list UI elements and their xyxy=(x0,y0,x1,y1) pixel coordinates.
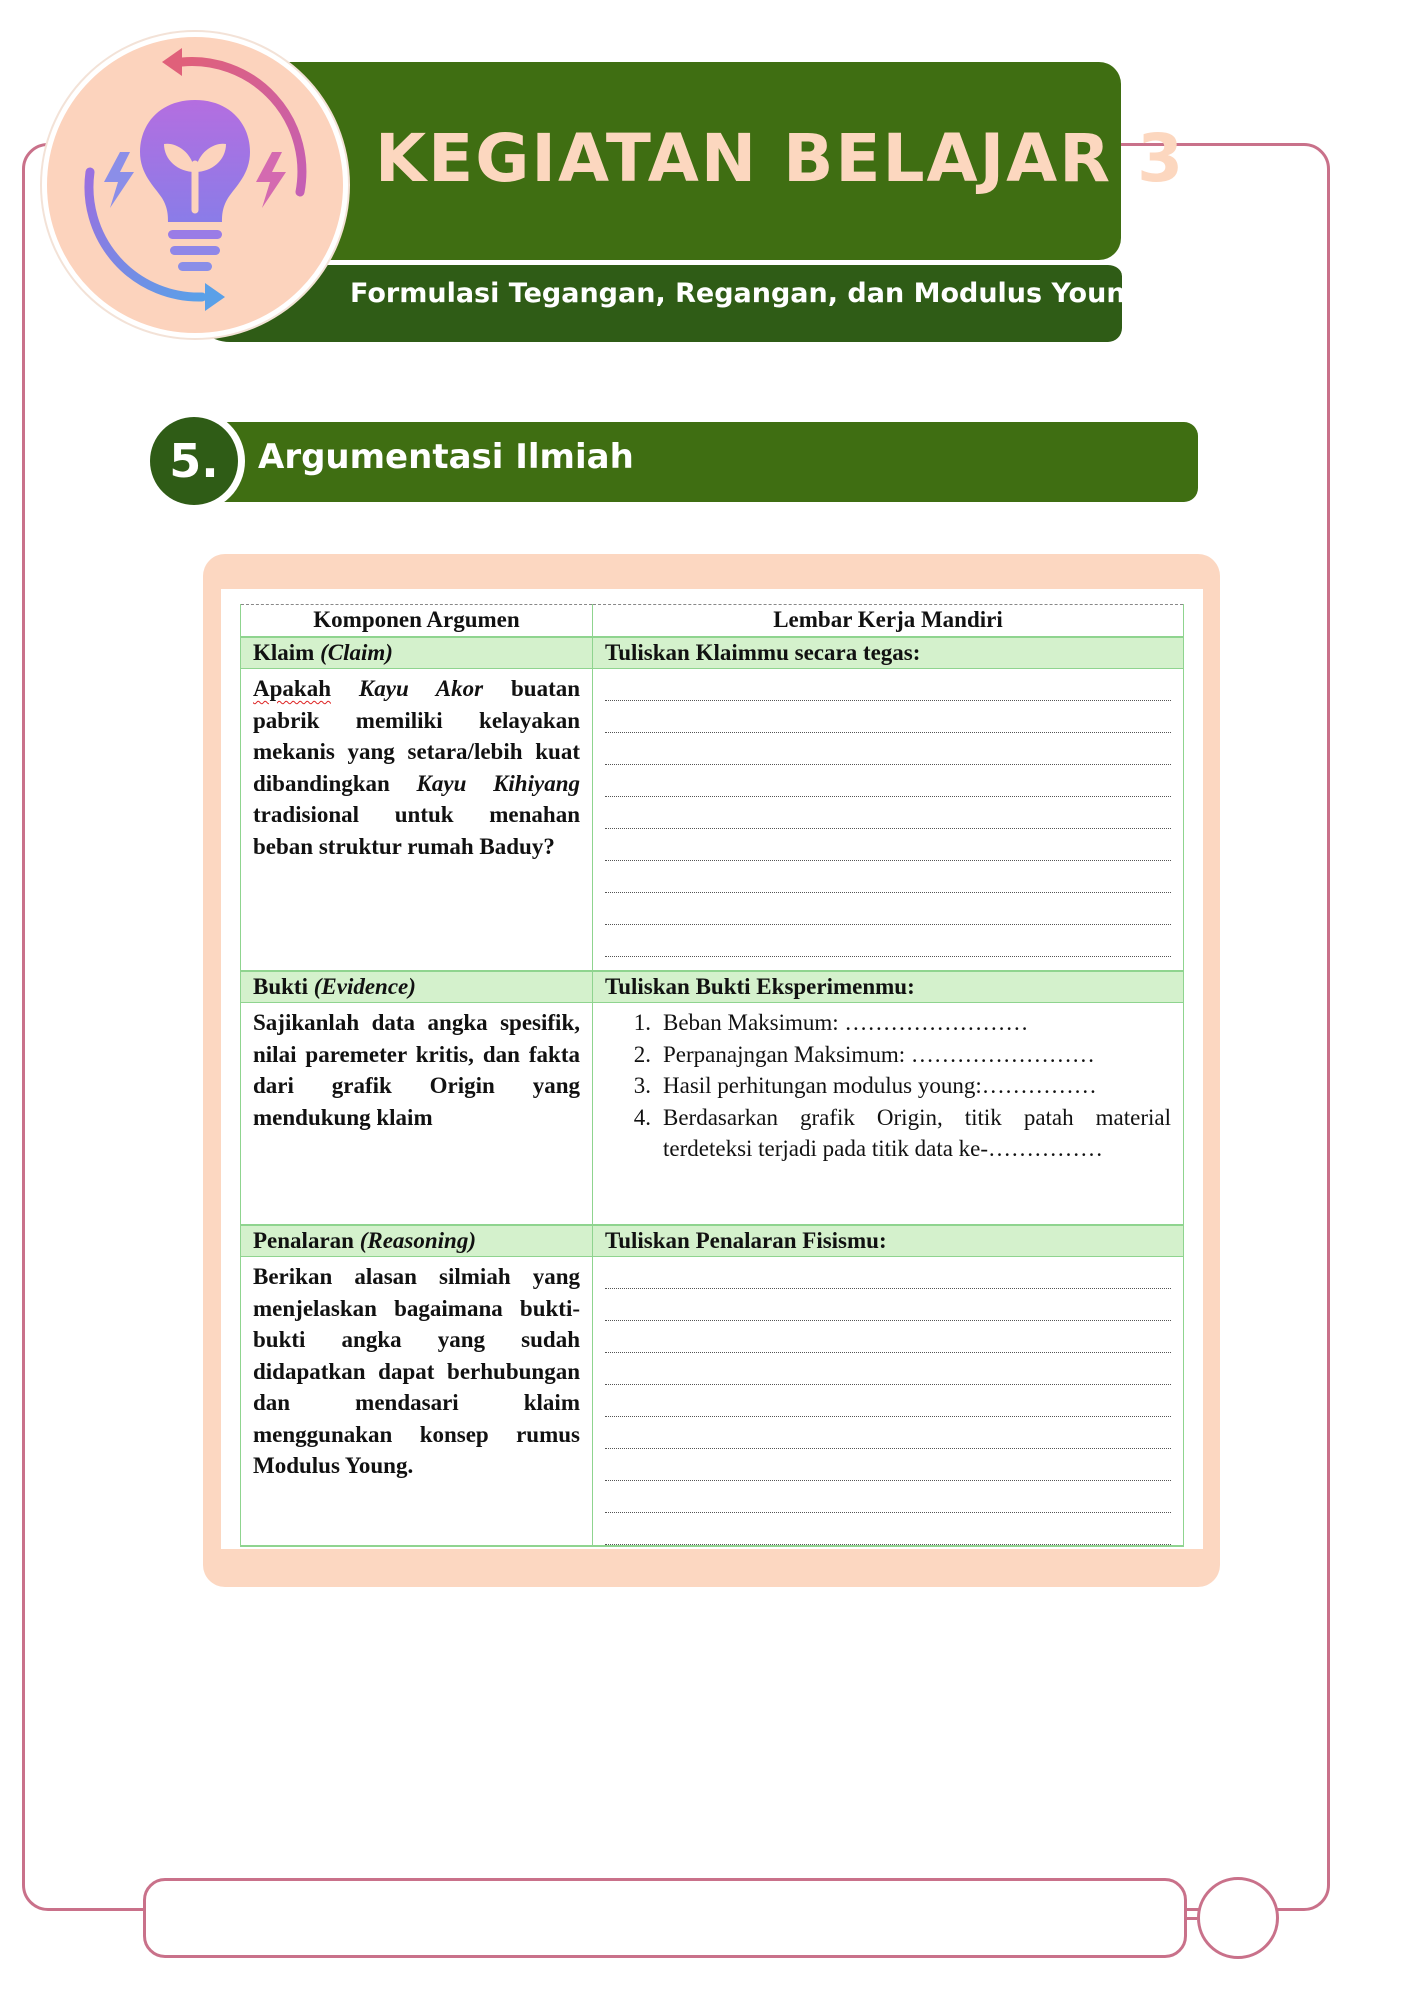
table-header-row xyxy=(241,605,1184,637)
answer-line xyxy=(605,1289,1171,1321)
answer-line xyxy=(605,861,1171,893)
answer-line xyxy=(605,893,1171,925)
answer-line xyxy=(605,925,1171,957)
answer-line xyxy=(605,701,1171,733)
answer-line xyxy=(605,669,1171,701)
answer-line xyxy=(605,1417,1171,1449)
answer-line xyxy=(605,1257,1171,1289)
answer-line xyxy=(605,733,1171,765)
answer-line xyxy=(605,765,1171,797)
footer-connector xyxy=(1187,1917,1197,1920)
reasoning-answer-area[interactable] xyxy=(593,1257,1184,1547)
reasoning-description: Berikan alasan silmiah yang menjelaskan bagaimana bukti-bukti angka yang sudah didapatkan dapat berhubungan dan mendasari klaim menggunakan konsep rumus Modulus Young. xyxy=(241,1257,593,1547)
page-subtitle: Formulasi Tegangan, Regangan, dan Modulus Young xyxy=(350,278,1145,309)
argument-table xyxy=(240,604,1184,1547)
answer-line xyxy=(605,797,1171,829)
answer-line xyxy=(605,1513,1171,1545)
evidence-answer-area[interactable] xyxy=(593,1003,1184,1225)
evidence-label: Bukti (Evidence) xyxy=(241,971,593,1003)
answer-line xyxy=(605,1449,1171,1481)
reasoning-header-row xyxy=(241,1225,1184,1257)
evidence-description: Sajikanlah data angka spesifik, nilai paremeter kritis, dan fakta dari grafik Origin yang mendukung klaim xyxy=(241,1003,593,1225)
list-item: 1. Beban Maksimum: …………………… xyxy=(633,1010,1029,1035)
answer-line xyxy=(605,1481,1171,1513)
claim-answer-area[interactable] xyxy=(593,669,1184,971)
evidence-list xyxy=(605,1003,1171,1165)
list-item: 2. Perpanajngan Maksimum: …………………… xyxy=(633,1041,1095,1067)
page-title: KEGIATAN BELAJAR 3 xyxy=(375,120,1185,197)
claim-header-row xyxy=(241,637,1184,669)
list-item: 4. Berdasarkan grafik Origin, titik patah material terdeteksi terjadi pada titik data ke-…………… xyxy=(633,1104,1171,1161)
claim-label: Klaim (Claim) xyxy=(241,637,593,669)
answer-line xyxy=(605,1385,1171,1417)
list-item: 3. Hasil perhitungan modulus young:…………… xyxy=(633,1073,1097,1098)
column-header: Lembar Kerja Mandiri xyxy=(593,605,1184,637)
section-title: Argumentasi Ilmiah xyxy=(258,437,634,477)
section-number: 5. xyxy=(150,417,238,505)
reasoning-prompt: Tuliskan Penalaran Fisismu: xyxy=(593,1225,1184,1257)
reasoning-body-row xyxy=(241,1257,1184,1547)
column-header: Komponen Argumen xyxy=(241,605,593,637)
answer-line xyxy=(605,829,1171,861)
reasoning-label: Penalaran (Reasoning) xyxy=(241,1225,593,1257)
evidence-body-row xyxy=(241,1003,1184,1225)
footer-box xyxy=(143,1878,1187,1958)
evidence-prompt: Tuliskan Bukti Eksperimenmu: xyxy=(593,971,1184,1003)
evidence-header-row xyxy=(241,971,1184,1003)
answer-line xyxy=(605,1321,1171,1353)
claim-body-row xyxy=(241,669,1184,971)
footer-page-circle xyxy=(1197,1877,1279,1959)
claim-question: Apakah Kayu Akor buatan pabrik memiliki kelayakan mekanis yang setara/lebih kuat dibandingkan Kayu Kihiyang tradisional untuk menahan beban struktur rumah Baduy? xyxy=(241,669,593,971)
lightbulb-plant-icon xyxy=(42,32,348,338)
claim-prompt: Tuliskan Klaimmu secara tegas: xyxy=(593,637,1184,669)
answer-line xyxy=(605,1353,1171,1385)
